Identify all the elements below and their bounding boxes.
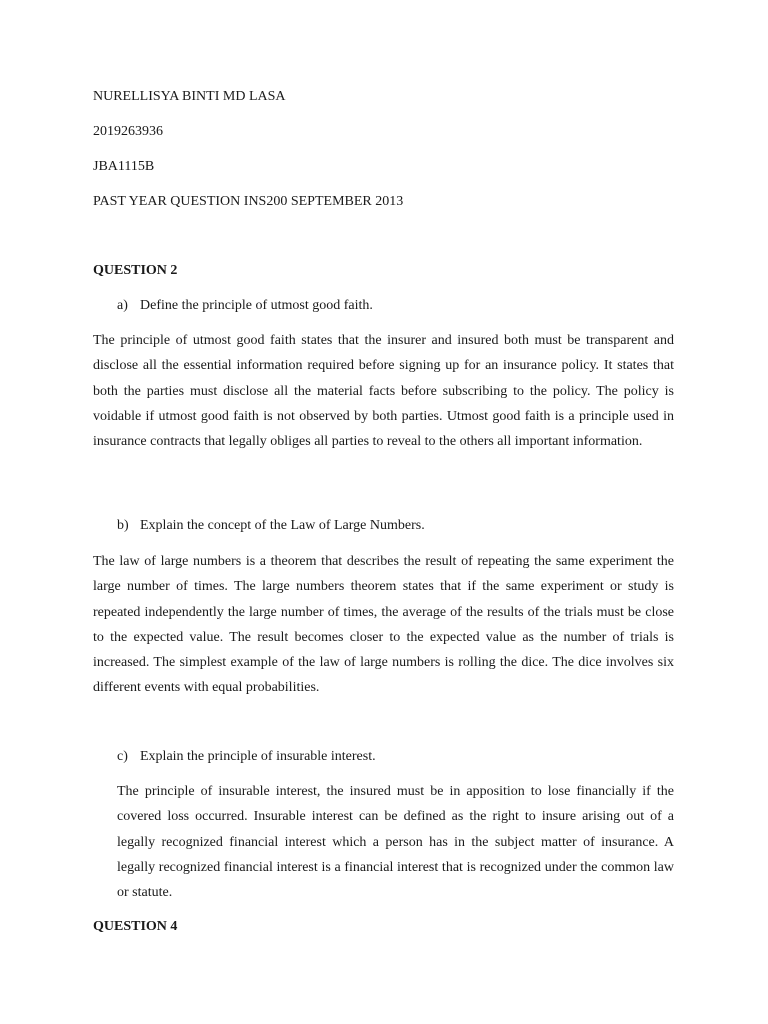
student-id: 2019263936 (93, 124, 163, 139)
item-marker: b) (117, 518, 129, 533)
answer-2a: The principle of utmost good faith states that the insurer and insured both must be transparent and disclose all the essential information required before signing up for an insurance policy. It states that both the parties must disclose all the material facts before subscribing to the policy. The policy is voidable if utmost good faith is not observed by both parties. Utmost good faith is a principle used in insurance contracts that legally obliges all parties to reveal to the others all important information. (93, 333, 674, 450)
question-2a (117, 297, 373, 315)
item-question: Explain the concept of the Law of Large Numbers. (140, 518, 425, 533)
student-name: NURELLISYA BINTI MD LASA (93, 89, 286, 104)
question-4-heading: QUESTION 4 (93, 919, 178, 934)
question-2b (117, 517, 425, 535)
answer-2c: The principle of insurable interest, the insured must be in apposition to lose financially if the covered loss occurred. Insurable interest can be defined as the right to insure arising out of a legally recognized financial interest which a person has in the subject matter of insurance. A legally recognized financial interest is a financial interest that is recognized under the common law or statute. (117, 784, 674, 901)
question-2-heading: QUESTION 2 (93, 263, 178, 278)
item-marker: c) (117, 749, 128, 764)
question-2c (117, 748, 376, 766)
item-question: Define the principle of utmost good faith. (140, 298, 373, 313)
answer-2b: The law of large numbers is a theorem that describes the result of repeating the same experiment the large number of times. The large numbers theorem states that if the same experiment or study is repeated independently the large number of times, the average of the results of the trials must be close to the expected value. The result becomes closer to the expected value as the number of trials is increased. The simplest example of the law of large numbers is rolling the dice. The dice involves six different events with equal probabilities. (93, 554, 674, 696)
group-code: JBA1115B (93, 159, 155, 174)
document-title: PAST YEAR QUESTION INS200 SEPTEMBER 2013 (93, 194, 404, 209)
item-question: Explain the principle of insurable interest. (140, 749, 376, 764)
item-marker: a) (117, 298, 128, 313)
